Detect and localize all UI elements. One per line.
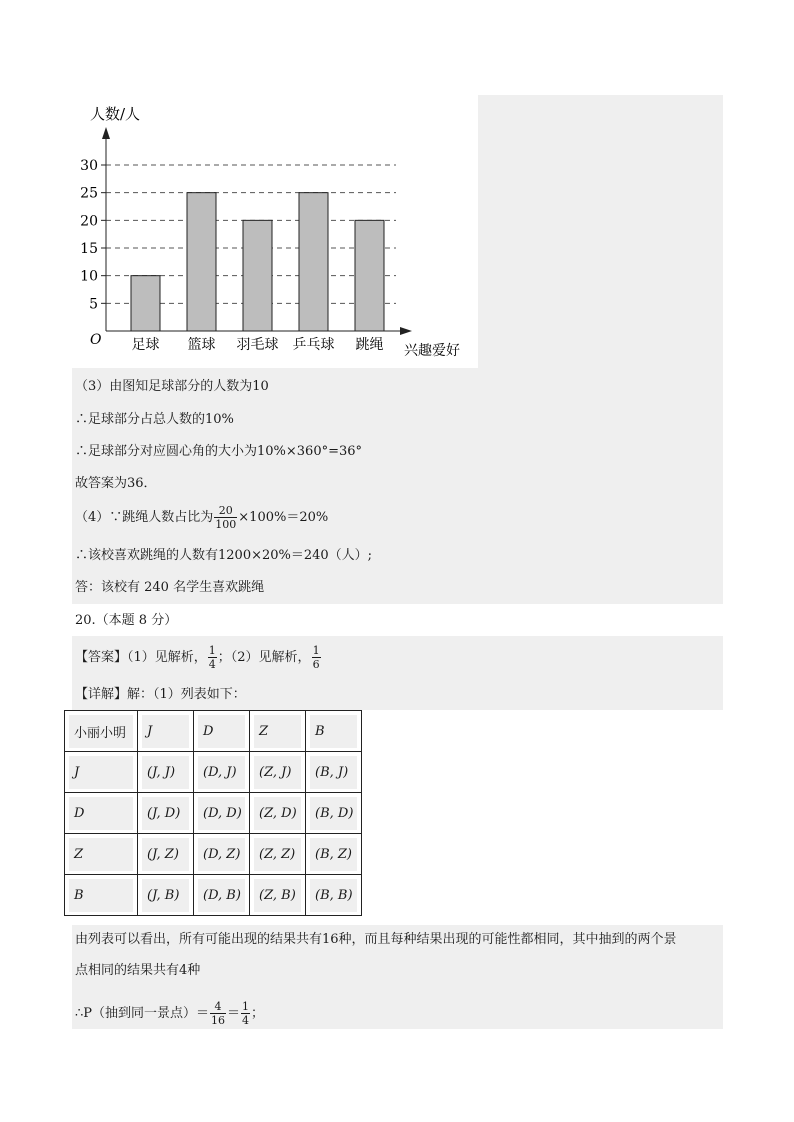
conclusion-line2: 点相同的结果共有4种: [75, 963, 201, 978]
sec4-prefix: （4）∵跳绳人数占比为: [75, 510, 214, 525]
q20-title: 20.（本题 8 分）: [75, 613, 178, 628]
x-tick-label: 足球: [131, 337, 160, 353]
x-tick-label: 跳绳: [355, 337, 384, 353]
prob-fraction-1: [210, 1000, 226, 1027]
table-cell: (D, B): [198, 879, 245, 912]
sec4-line1: [75, 504, 328, 531]
table-header-cell: J: [142, 715, 189, 748]
outcome-table: [64, 710, 362, 916]
table-header-cell: Z: [254, 715, 301, 748]
x-axis-arrow: [400, 327, 412, 335]
y-tick-label: 20: [80, 213, 98, 230]
prob-end: ；: [251, 1006, 265, 1021]
table-row: [65, 834, 362, 875]
table-header-row: [65, 711, 362, 752]
y-axis-arrow: [102, 127, 110, 139]
table-row: [65, 793, 362, 834]
y-tick-label: 5: [89, 296, 98, 313]
table-cell: (B, B): [310, 879, 357, 912]
q20-answer: [75, 644, 322, 671]
x-axis-label: 兴趣爱好: [404, 343, 460, 359]
table-cell: (Z, Z): [254, 838, 301, 871]
y-tick-label: 15: [80, 241, 98, 257]
x-tick-label: 羽毛球: [236, 337, 279, 353]
sec4-frac-num: 20: [214, 504, 237, 518]
table-cell: (B, D): [310, 797, 357, 830]
ans1-num: 1: [208, 644, 216, 657]
bar: [131, 276, 160, 331]
ans2-num: 1: [312, 644, 320, 657]
table-cell: (B, J): [310, 756, 357, 789]
sec4-line3: 答：该校有 240 名学生喜欢跳绳: [75, 580, 265, 595]
table-cell: (B, Z): [310, 838, 357, 871]
shade-chart-right: [478, 95, 723, 368]
y-tick-label: 10: [80, 268, 98, 285]
table-cell: (D, J): [198, 756, 245, 789]
origin-label: O: [90, 332, 102, 348]
answer-fraction-1: [208, 644, 217, 671]
conclusion-line1: 由列表可以看出，所有可能出现的结果共有16种，而且每种结果出现的可能性都相同，其中抽到的两个景: [75, 932, 677, 947]
sec3-line4: 故答案为36．: [75, 476, 157, 491]
table-row: [65, 752, 362, 793]
sec4-line2: ∴该校喜欢跳绳的人数有1200×20%＝240（人）;: [75, 548, 373, 563]
prob-f2-den: 4: [242, 1014, 250, 1027]
prob-prefix: ∴P（抽到同一景点）＝: [75, 1006, 210, 1021]
table-cell: (D, D): [198, 797, 245, 830]
answer-fraction-2: [312, 644, 321, 671]
bar: [299, 193, 328, 331]
table-cell: Z: [69, 838, 133, 871]
prob-f2-num: 1: [242, 1000, 250, 1013]
table-cell: (J, Z): [142, 838, 189, 871]
table-cell: J: [69, 756, 133, 789]
table-cell: (J, J): [142, 756, 189, 789]
bar: [187, 193, 216, 331]
x-tick-label: 乒乓球: [292, 337, 335, 353]
q20-detail: 【详解】解：（1）列表如下：: [75, 687, 246, 702]
sec4-fraction: [214, 504, 237, 531]
sec3-line2: ∴足球部分占总人数的10%: [75, 412, 234, 427]
bar: [355, 220, 384, 331]
sec3-line3: ∴足球部分对应圆心角的大小为10%×360°=36°: [75, 444, 363, 459]
prob-f1-num: 4: [210, 1000, 226, 1014]
sec4-suffix: ×100%＝20%: [238, 510, 329, 525]
table-cell: (J, D): [142, 797, 189, 830]
table-row: [65, 875, 362, 916]
prob-fraction-2: [241, 1000, 250, 1027]
shade-solution-block: [72, 368, 723, 604]
table-header-cell: 小丽小明: [69, 715, 133, 748]
table-cell: B: [69, 879, 133, 912]
bar: [243, 220, 272, 331]
y-tick-label: 30: [80, 158, 98, 174]
bar-chart: [78, 95, 478, 375]
y-axis-label: 人数/人: [90, 105, 141, 123]
table-cell: (Z, J): [254, 756, 301, 789]
sec4-frac-den: 100: [215, 518, 237, 531]
table-cell: D: [69, 797, 133, 830]
ans2-den: 6: [312, 658, 320, 671]
table-header-cell: D: [198, 715, 245, 748]
table-header-cell: B: [310, 715, 357, 748]
ans1-den: 4: [208, 658, 216, 671]
y-tick-label: 25: [80, 185, 98, 202]
prob-eq: ＝: [227, 1006, 241, 1021]
prob-f1-den: 16: [211, 1014, 226, 1027]
table-cell: (Z, B): [254, 879, 301, 912]
table-cell: (D, Z): [198, 838, 245, 871]
table-cell: (Z, D): [254, 797, 301, 830]
probability-line: [75, 1000, 264, 1027]
table-cell: (J, B): [142, 879, 189, 912]
sec3-line1: （3）由图知足球部分的人数为10: [75, 379, 269, 394]
answer-mid: ；（2）见解析，: [217, 650, 311, 665]
answer-prefix: 【答案】（1）见解析，: [75, 650, 207, 665]
x-tick-label: 篮球: [187, 337, 216, 353]
